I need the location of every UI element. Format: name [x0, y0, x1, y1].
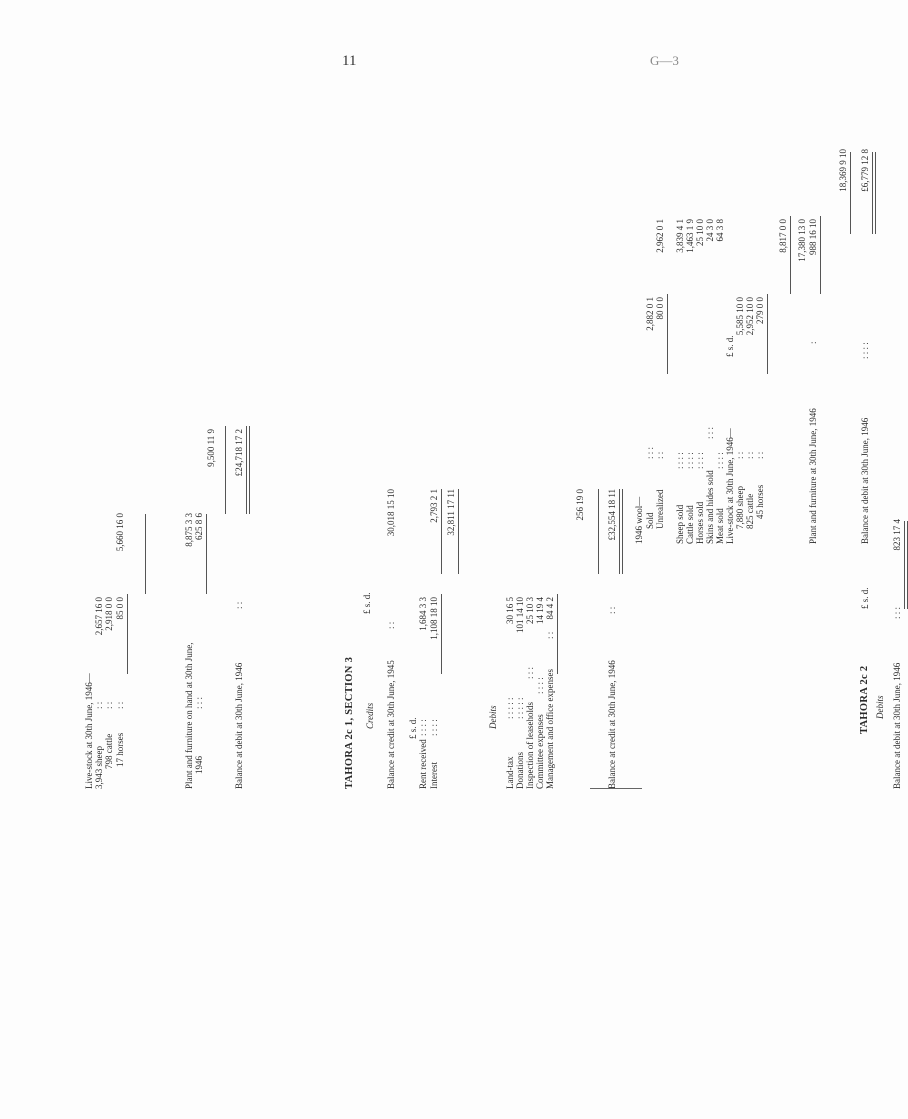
interest-value: 1,108 18 10: [429, 597, 439, 640]
livestock-1946-total: 8,817 0 0: [778, 219, 788, 253]
tahora-2c2-balance-value: 823 17 4: [892, 519, 902, 551]
sale-row-dots: : : : :: [695, 452, 705, 469]
credits-money-header: £ s. d.: [362, 592, 372, 614]
balance-debit-value: £24,718 17 2: [234, 429, 244, 477]
livestock-cattle-label: 798 cattle: [104, 733, 114, 769]
debit-row-dots: : : :: [525, 666, 535, 679]
plant-value-2: 625 8 6: [194, 513, 204, 540]
wool-sold-label: Sold: [645, 512, 655, 529]
interest-dots: : : : :: [429, 719, 439, 736]
sub-money-header: £ s. d.: [408, 717, 418, 739]
tahora-2c2-debits-caption: Debits: [875, 695, 885, 719]
rule: [127, 594, 128, 674]
livestock-horses-value: 85 0 0: [115, 597, 125, 620]
livestock-horses-dots: : :: [115, 701, 125, 709]
credits-caption: Credits: [365, 702, 375, 729]
ls-row-label: 7,880 sheep: [735, 486, 745, 529]
rule: [441, 594, 442, 674]
sale-row-label: Skins and hides sold: [705, 470, 715, 544]
rent-value: 1,684 3 3: [418, 597, 428, 631]
rule: [441, 489, 442, 574]
tahora-2c2-balance-dots: : : :: [892, 606, 902, 619]
balance-credit-1945-dots: : :: [386, 621, 396, 629]
credits-sub: 2,793 2 1: [429, 489, 439, 523]
wool-unrealized-dots: : :: [655, 451, 665, 459]
debit-row-dots: : : : : :: [505, 697, 515, 719]
sale-row-value: 25 10 0: [695, 219, 705, 246]
wool-unrealized-label: Unrealized: [655, 489, 665, 529]
plant-value: 8,875 3 3: [184, 513, 194, 547]
debit-row-value: 25 10 3: [525, 597, 535, 624]
livestock-total: 5,660 16 0: [115, 513, 125, 552]
balance-credit-1946-dots: : :: [607, 606, 617, 614]
debit-row-label: Inspection of leaseholds: [525, 702, 535, 789]
plant-dots: : : :: [194, 696, 204, 709]
balance-credit-1945-value: 30,018 15 10: [386, 489, 396, 537]
rent-label: Rent received: [418, 739, 428, 789]
left-total: 9,500 11 9: [206, 429, 216, 467]
livestock-horses-label: 17 horses: [115, 732, 125, 767]
livestock-title: Live-stock at 30th June, 1946—: [84, 673, 94, 789]
rule: [225, 426, 226, 514]
debit-row-label: Committee expenses: [535, 714, 545, 789]
debit-row-value: 14 19 4: [535, 597, 545, 624]
livestock-1946-header: £ s. d.: [725, 335, 735, 357]
livestock-1946-title: Live-stock at 30th June, 1946—: [725, 428, 735, 544]
ls-row-label: 45 horses: [755, 484, 765, 519]
double-rule: [619, 489, 623, 574]
rent-dots: : : : :: [418, 719, 428, 736]
rule: [458, 489, 459, 574]
ls-row-value: 279 0 0: [755, 297, 765, 324]
debits-total: 256 19 0: [575, 489, 585, 521]
debits-caption: Debits: [488, 705, 498, 729]
sale-row-value: 1,463 1 9: [685, 219, 695, 253]
double-rule: [904, 521, 908, 609]
livestock-sheep-label: 3,943 sheep: [94, 746, 104, 789]
interest-label: Interest: [429, 762, 439, 789]
debit-row-value: 84 4 2: [545, 597, 555, 620]
plant-label-2: 1946: [194, 756, 204, 774]
plant-1946-label: Plant and furniture at 30th June, 1946: [808, 408, 818, 544]
sale-row-dots: : : : :: [685, 452, 695, 469]
wool-total: 2,962 0 1: [655, 219, 665, 253]
livestock-cattle-value: 2,918 0 0: [104, 597, 114, 631]
rule: [850, 152, 851, 234]
livestock-sheep-value: 2,657 16 0: [94, 597, 104, 636]
debit-row-dots: : :: [545, 631, 555, 639]
balance-credit-1946-label: Balance at credit at 30th June, 1946: [607, 660, 617, 789]
balance-credit-1946-value: £32,554 18 11: [607, 489, 617, 541]
double-rule: [872, 152, 876, 234]
sale-row-label: Sheep sold: [675, 504, 685, 544]
wool-sold-value: 2,882 0 1: [645, 297, 655, 331]
wool-title: 1946 wool—: [634, 496, 644, 544]
rule: [667, 294, 668, 374]
debit-row-value: 30 16 5: [505, 597, 515, 624]
rule: [820, 216, 821, 294]
ls-row-dots: : :: [735, 451, 745, 459]
sale-row-dots: : : : :: [675, 452, 685, 469]
rule: [790, 216, 791, 294]
wool-sold-dots: : : :: [645, 446, 655, 459]
rule: [206, 514, 207, 594]
sale-row-label: Horses sold: [695, 501, 705, 544]
tahora-1-3-heading: TAHORA 2c 1, SECTION 3: [344, 656, 355, 789]
sale-row-dots: : : :: [705, 426, 715, 439]
plant-label-1: Plant and furniture on hand at 30th June,: [184, 642, 194, 789]
livestock-cattle-dots: : :: [104, 701, 114, 709]
tahora-2c2-money-header: £ s. d.: [860, 587, 870, 609]
plant-1946-value-b: 988 16 10: [808, 219, 818, 255]
ls-row-dots: : :: [755, 451, 765, 459]
livestock-sheep-dots: : :: [94, 701, 104, 709]
sale-row-label: Meat sold: [715, 508, 725, 544]
plant-1946-total: 18,369 9 10: [838, 149, 848, 192]
sale-row-value: 3,839 4 1: [675, 219, 685, 253]
rule: [145, 514, 146, 594]
plant-1946-value-a: 17,380 13 0: [797, 219, 807, 262]
sale-row-value: 64 3 8: [715, 219, 725, 242]
section-code: G—3: [650, 53, 679, 68]
wool-unrealized-value: 80 0 0: [655, 297, 665, 320]
ls-row-value: 5,585 10 0: [735, 297, 745, 336]
rule: [598, 489, 599, 574]
debit-row-label: Management and office expenses: [545, 668, 555, 789]
balance-debit-1946-dots: : : : :: [860, 342, 870, 359]
debit-row-label: Land-tax: [505, 756, 515, 789]
tahora-2c2-heading: TAHORA 2c 2: [859, 665, 870, 734]
balance-credit-1945-label: Balance at credit at 30th June, 1945: [386, 660, 396, 789]
sale-row-value: 24 3 0: [705, 219, 715, 242]
ls-row-value: 2,952 10 0: [745, 297, 755, 336]
balance-debit-label: Balance at debit at 30th June, 1946: [234, 662, 244, 789]
debit-row-value: 101 14 10: [515, 597, 525, 633]
tahora-2c2-balance-label: Balance at debit at 30th June, 1946: [892, 662, 902, 789]
balance-debit-dots: : :: [234, 601, 244, 609]
debit-row-dots: : : : :: [535, 677, 545, 694]
ls-row-label: 825 cattle: [745, 493, 755, 529]
credits-total: 32,811 17 11: [446, 489, 456, 536]
page-number: 11: [342, 53, 357, 69]
ls-row-dots: : :: [745, 451, 755, 459]
balance-debit-1946-label: Balance at debit at 30th June, 1946: [860, 417, 870, 544]
plant-1946-dots: :: [808, 341, 818, 344]
debit-row-dots: : : : : :: [515, 697, 525, 719]
rule: [557, 594, 558, 674]
debit-row-label: Donations: [515, 752, 525, 789]
column-divider: [590, 788, 630, 789]
column-divider: [626, 788, 642, 789]
sale-row-label: Cattle sold: [685, 505, 695, 544]
sale-row-dots: : : : :: [715, 452, 725, 469]
double-rule: [246, 426, 250, 514]
balance-debit-1946-value: £6,779 12 8: [860, 149, 870, 192]
rule: [767, 294, 768, 374]
